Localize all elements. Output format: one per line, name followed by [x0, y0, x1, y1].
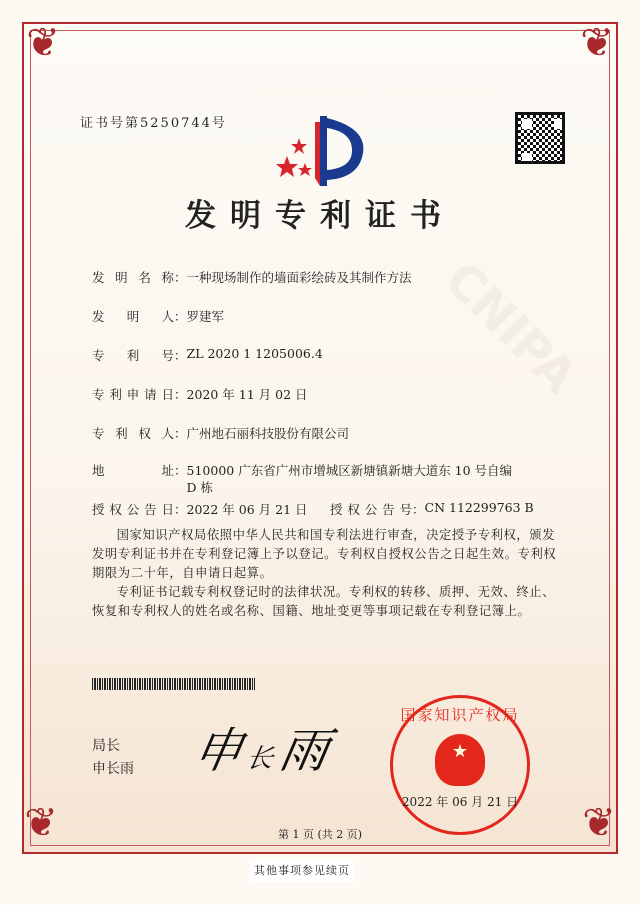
field-value: 510000 广东省广州市增城区新塘镇新塘大道东 10 号自编 D 栋: [186, 463, 513, 495]
page-title: 发明专利证书: [185, 198, 455, 234]
director-name: 申长雨: [92, 761, 134, 777]
field-value: 2022 年 06 月 21 日: [186, 502, 308, 517]
corner-ornament-icon: ❦: [582, 800, 616, 846]
field-inventor: 发 明 人 ： 罗建军: [92, 307, 517, 325]
field-label: 专 利 号: [92, 348, 174, 363]
footer-note: 其他事项参见续页: [250, 860, 354, 882]
field-address: 地 址 ： 510000 广东省广州市增城区新塘镇新塘大道东 10 号自编 D 栋: [92, 462, 517, 496]
cnipa-logo-icon: [275, 108, 370, 190]
national-emblem-icon: ★: [435, 734, 485, 786]
field-value: 广州地石丽科技股份有限公司: [186, 426, 350, 441]
field-value: 罗建军: [186, 309, 225, 324]
field-label: 发 明 人: [92, 309, 174, 324]
corner-ornament-icon: ❦: [26, 20, 60, 66]
field-label: 专 利 权 人: [92, 426, 174, 441]
field-value: CN 112299763 B: [424, 500, 534, 515]
field-value: 一种现场制作的墙面彩绘砖及其制作方法: [186, 270, 412, 285]
official-seal: [390, 695, 530, 835]
qr-code: [515, 112, 565, 164]
field-value: 2020 年 11 月 02 日: [186, 387, 308, 402]
field-patent-number: 专 利 号 ： ZL 2020 1 1205006.4: [92, 346, 517, 364]
field-label: 地 址: [92, 463, 174, 478]
statement-paragraph: 国家知识产权局依照中华人民共和国专利法进行审查，决定授予专利权，颁发发明专利证书并在专利登记簿上予以登记。专利权自授权公告之日起生效。专利权期限为二十年，自申请日起算。: [92, 528, 557, 580]
barcode: [92, 678, 255, 690]
field-label: 授 权 公 告 日: [92, 502, 174, 517]
watermark: CNIPA: [433, 251, 588, 405]
field-grant-date: 授 权 公 告 日 ： 2022 年 06 月 21 日: [92, 500, 337, 518]
field-label: 专 利 申 请 日: [92, 387, 174, 402]
field-patentee: 专 利 权 人 ： 广州地石丽科技股份有限公司: [92, 424, 517, 442]
field-label: 发 明 名 称: [92, 270, 174, 285]
field-invention-name: 发 明 名 称 ： 一种现场制作的墙面彩绘砖及其制作方法: [92, 268, 517, 286]
corner-ornament-icon: ❦: [580, 20, 614, 66]
certificate-number: 证书号第5250744号: [80, 116, 227, 131]
seal-text: 国家知识产权局: [400, 706, 520, 724]
field-label: 授 权 公 告 号: [330, 502, 412, 517]
director-signature: 申长雨: [189, 723, 340, 779]
corner-ornament-icon: ❦: [24, 800, 58, 846]
seal-date: 2022 年 06 月 21 日: [401, 795, 519, 809]
field-grant-number: 授 权 公 告 号 ： CN 112299763 B: [330, 500, 534, 517]
field-application-date: 专 利 申 请 日 ： 2020 年 11 月 02 日: [92, 385, 517, 403]
statement-paragraph: 专利证书记载专利权登记时的法律状况。专利权的转移、质押、无效、终止、恢复和专利权人的姓名或名称、国籍、地址变更等事项记载在专利登记簿上。: [92, 585, 556, 618]
page-indicator: 第 1 页 (共 2 页): [277, 828, 363, 841]
field-value: ZL 2020 1 1205006.4: [186, 346, 323, 361]
director-title: 局长: [92, 738, 120, 754]
